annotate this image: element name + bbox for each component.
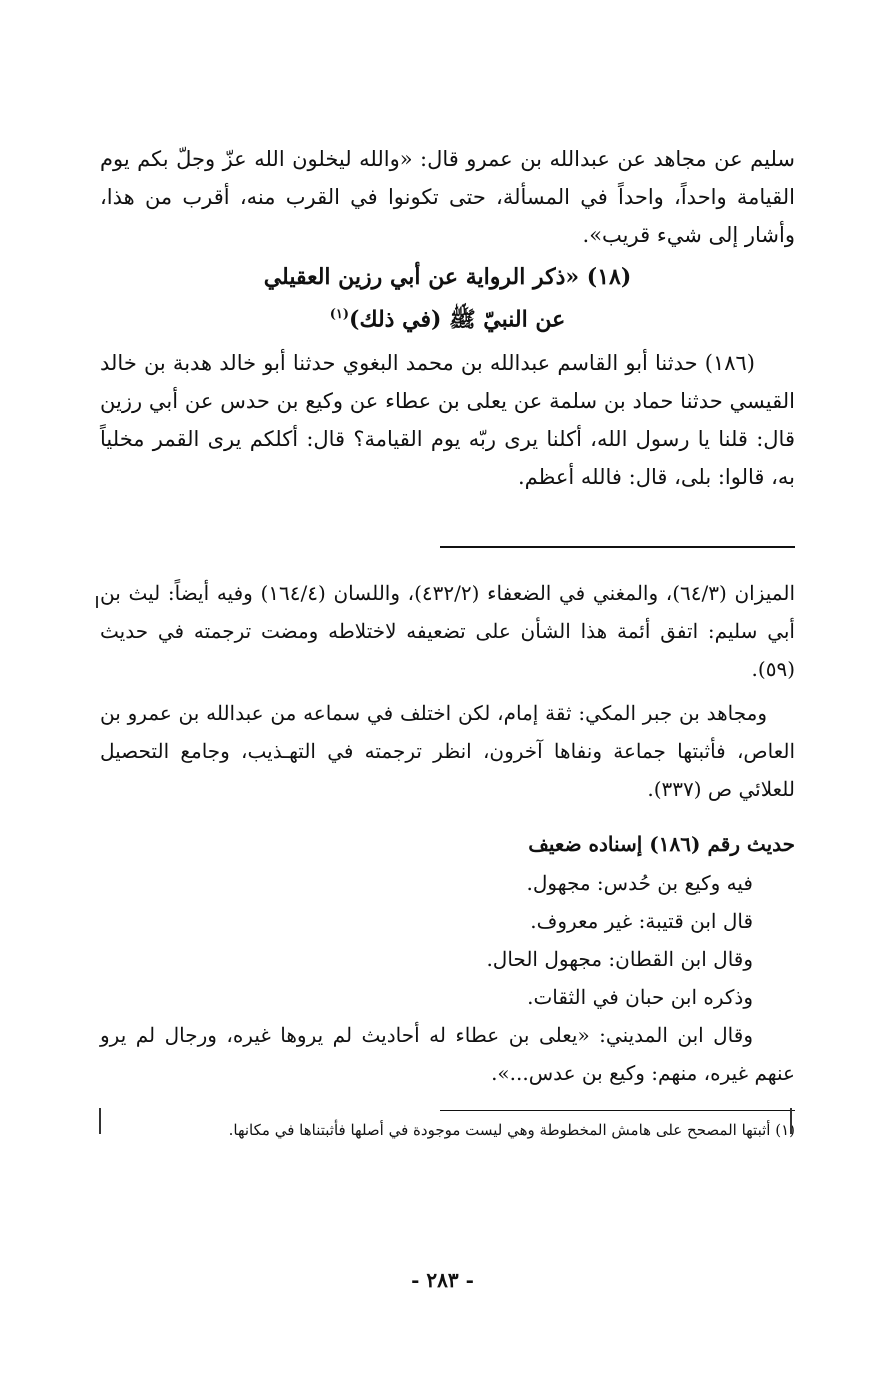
grading-line-2: قال ابن قتيبة: غير معروف. [530,909,753,934]
notes-separator-rule [440,546,795,548]
section-heading [100,258,795,338]
opening-paragraph: سليم عن مجاهد عن عبدالله بن عمرو قال: «والله ليخلون الله عزّ وجلّ بكم يوم القيامة واحداً، واحداً في المسألة، حتى تكونوا في القرب منه، أقرب من هذا، وأشار إلى شيء قريب». [100,147,795,247]
section-heading-line-2-text: عن النبيّ ﷺ (في ذلك) [349,306,566,333]
margin-mark-left-lower [99,1108,101,1134]
footnote-reference: (١) [329,307,350,322]
page-body [100,140,795,1143]
note-paragraph-2: ومجاهد بن جبر المكي: ثقة إمام، لكن اختلف في سماعه من عبدالله بن عمرو بن العاص، فأثبتها جماعة ونفاها آخرون، انظر ترجمته في التهـذيب، وجامع التحصيل للعلائي ص (٣٣٧). [100,701,795,802]
section-heading-line-1: (١٨) «ذكر الرواية عن أبي رزين العقيلي [263,264,632,290]
note-paragraph-1: الميزان (٦٤/٣)، والمغني في الضعفاء (٤٣٢/٢)، واللسان (١٦٤/٤) وفيه أيضاً: ليث بن أبي سليم: اتفق أئمة هذا الشأن على تضعيفه لاختلاطه ومضت ترجمته في حديث (٥٩). [100,581,796,682]
grading-line-3: وقال ابن القطان: مجهول الحال. [486,947,753,972]
footnote-separator-rule [440,1110,795,1111]
grading-last-paragraph: وقال ابن المديني: «يعلى بن عطاء له أحاديث لم يروها غيره، ورجال لم يرو عنهم غيره، منهم: وكيع بن عدس...». [100,1023,795,1086]
margin-mark-left [96,596,98,608]
page-number: - ٢٨٣ - [411,1268,474,1292]
grading-title: حديث رقم (١٨٦) إسناده ضعيف [528,832,795,857]
grading-line-1: فيه وكيع بن حُدس: مجهول. [526,871,753,896]
footnote-1: (١) أثبتها المصحح على هامش المخطوطة وهي ليست موجودة في أصلها فأثبتناها في مكانها. [228,1121,795,1140]
section-heading-line-2 [100,296,795,338]
margin-mark-right-lower [790,1108,792,1134]
hadith-186-text: (١٨٦) حدثنا أبو القاسم عبدالله بن محمد البغوي حدثنا أبو خالد هدبة بن خالد القيسي حدثنا حماد بن سلمة عن يعلى بن عطاء عن وكيع بن حدس عن أبي رزين قال: قلنا يا رسول الله، أكلنا يرى ربّه يوم القيامة؟ قال: أكلكم يرى القمر مخلياً به، قالوا: بلى، قال: فالله أعظم. [100,351,795,490]
grading-line-4: وذكره ابن حبان في الثقات. [527,985,753,1010]
